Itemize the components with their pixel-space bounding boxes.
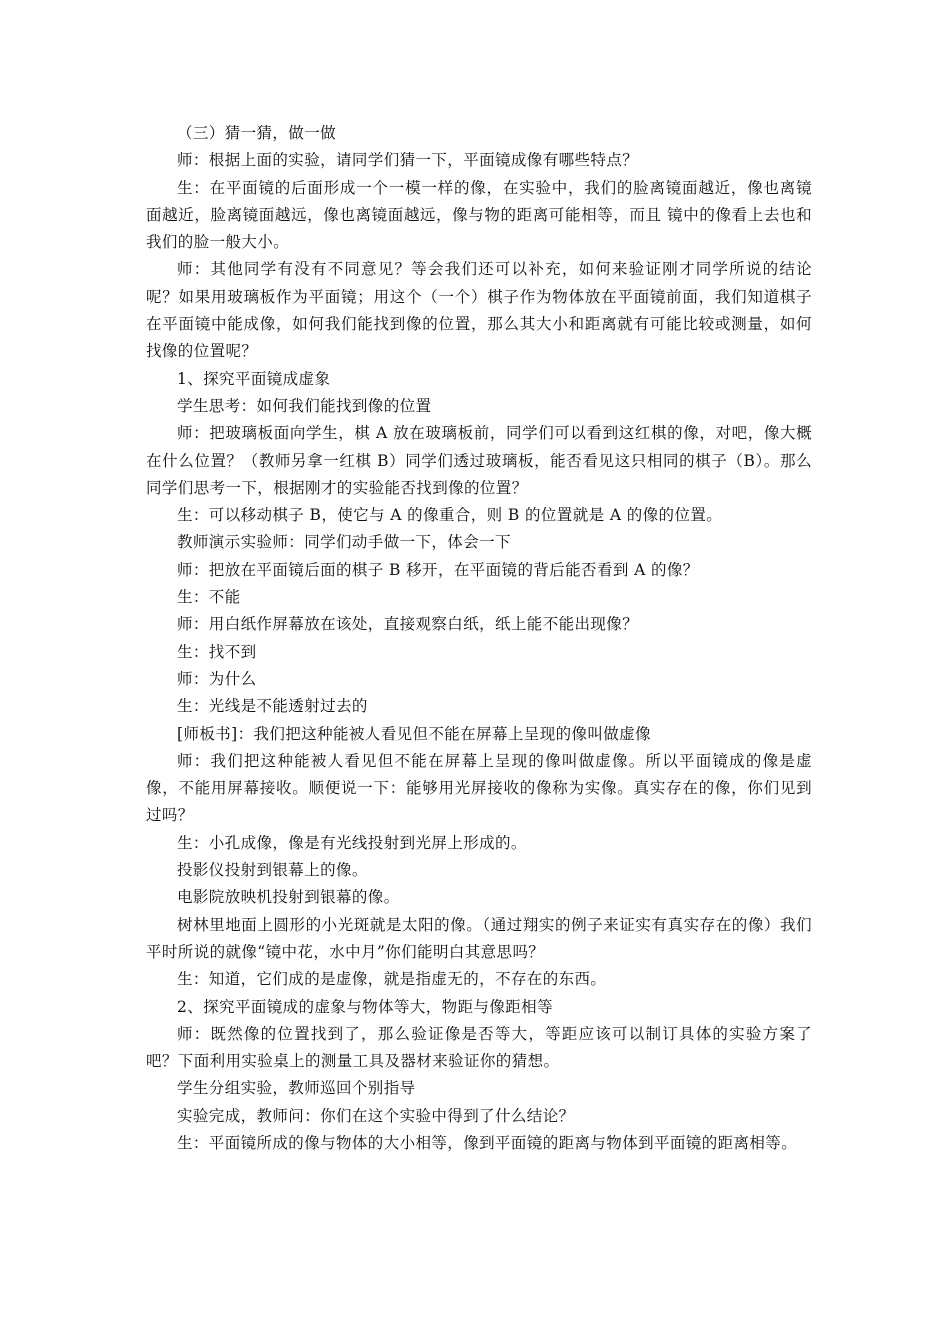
- student-thinking-line: 学生思考：如何我们能找到像的位置: [177, 396, 432, 415]
- example-line: 投影仪投射到银幕上的像。: [177, 861, 368, 880]
- student-line: 生：找不到: [177, 642, 257, 661]
- student-line: 生：光线是不能透射过去的: [177, 697, 368, 716]
- teacher-line: 师：根据上面的实验，请同学们猜一下，平面镜成像有哪些特点？: [177, 151, 639, 170]
- activity-line: 学生分组实验，教师巡回个别指导: [177, 1079, 416, 1098]
- teacher-line: 师：为什么: [177, 669, 257, 688]
- subsection-heading-equal-size: 2、探究平面镜成的虚象与物体等大，物距与像距相等: [177, 997, 553, 1016]
- activity-line: 实验完成，教师问：你们在这个实验中得到了什么结论？: [177, 1106, 575, 1125]
- student-line: 生：在平面镜的后面形成一个一模一样的像，在实验中，我们的脸离镜面越近，像也离镜面越近，脸离镜面越远，像也离镜面越远，像与物的距离可能相等，而且 镜中的像看上去也和我们的脸一般大小。: [146, 178, 812, 252]
- document-body: [146, 120, 812, 1157]
- teacher-line: 师：我们把这种能被人看见但不能在屏幕上呈现的像叫做虚像。所以平面镜成的像是虚像，不能用屏幕接收。顺便说一下：能够用光屏接收的像称为实像。真实存在的像，你们见到过吗？: [146, 751, 812, 825]
- student-line: 生：小孔成像，像是有光线投射到光屏上形成的。: [177, 833, 527, 852]
- example-line: 树林里地面上圆形的小光斑就是太阳的像。（通过翔实的例子来证实有真实存在的像）我们平时所说的就像“镜中花，水中月”你们能明白其意思吗？: [146, 915, 812, 961]
- teacher-demo-line: 教师演示实验师：同学们动手做一下，体会一下: [177, 533, 511, 552]
- teacher-line: 师：把放在平面镜后面的棋子 B 移开，在平面镜的背后能否看到 A 的像？: [177, 560, 699, 579]
- student-line: 生：知道，它们成的是虚像，就是指虚无的，不存在的东西。: [177, 970, 607, 989]
- teacher-line: 师：其他同学有没有不同意见？等会我们还可以补充，如何来验证刚才同学所说的结论呢？如果用玻璃板作为平面镜；用这个（一个）棋子作为物体放在平面镜前面，我们知道棋子在平面镜中能成像，如何我们能找到像的位置，那么其大小和距离就有可能比较或测量，如何找像的位置呢？: [146, 260, 812, 361]
- student-line: 生：平面镜所成的像与物体的大小相等，像到平面镜的距离与物体到平面镜的距离相等。: [177, 1133, 798, 1152]
- student-line: 生：不能: [177, 588, 241, 607]
- student-line: 生：可以移动棋子 B，使它与 A 的像重合，则 B 的位置就是 A 的像的位置。: [177, 506, 723, 525]
- section-heading-guess: （三）猜一猜，做一做: [177, 124, 337, 142]
- teacher-line: 师：把玻璃板面向学生，棋 A 放在玻璃板前，同学们可以看到这红棋的像，对吧，像大概在什么位置？（教师另拿一红棋 B）同学们透过玻璃板，能否看见这只相同的棋子（B）。那么同学们思考一下，根据刚才的实验能否找到像的位置？: [146, 424, 812, 497]
- teacher-line: 师：用白纸作屏幕放在该处，直接观察白纸，纸上能不能出现像？: [177, 615, 639, 634]
- subsection-heading-virtual-image: 1、探究平面镜成虚象: [177, 369, 331, 388]
- example-line: 电影院放映机投射到银幕的像。: [177, 888, 400, 907]
- teacher-line: 师：既然像的位置找到了，那么验证像是否等大，等距应该可以制订具体的实验方案了吧？下面利用实验桌上的测量工具及器材来验证你的猜想。: [146, 1024, 812, 1071]
- blackboard-note: [师板书]：我们把这种能被人看见但不能在屏幕上呈现的像叫做虚像: [177, 724, 651, 743]
